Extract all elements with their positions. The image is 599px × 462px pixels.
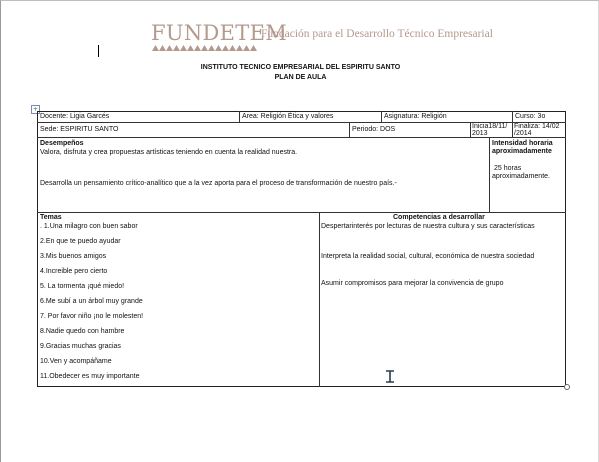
inicia-cell-line1[interactable]: Inicia18/11/ — [472, 123, 508, 130]
tema-item[interactable]: 4.Increible pero cierto — [40, 268, 108, 275]
competencia-item[interactable]: Asumir compromisos para mejorar la convivencia de grupo — [321, 280, 504, 287]
finaliza-cell-line1[interactable]: Finaliza: 14/02 — [514, 123, 560, 130]
tema-item[interactable]: 9.Gracias muchas gracias — [40, 343, 121, 350]
intensidad-heading-line1: Intensidad horaria — [492, 140, 553, 147]
tema-item[interactable]: 11.Obedecer es muy importante — [40, 373, 140, 380]
tema-item[interactable]: 10.Ven y acompáñame — [40, 358, 112, 365]
intensidad-value-line2[interactable]: aproximadamente. — [492, 173, 550, 180]
inicia-cell-line2[interactable]: 2013 — [472, 130, 488, 137]
table-move-handle-icon[interactable]: + — [32, 106, 39, 113]
competencia-item[interactable]: Interpreta la realidad social, cultural, económica de nuestra sociedad — [321, 253, 535, 260]
ibeam-cursor-icon — [385, 370, 395, 383]
sede-cell[interactable]: Sede: ESPIRITU SANTO — [40, 126, 119, 133]
curso-cell[interactable]: Curso: 3o — [515, 113, 546, 120]
tema-item[interactable]: 2.En que te puedo ayudar — [40, 238, 121, 245]
logo-wordmark: FUNDETEM — [151, 21, 288, 45]
table-resize-handle[interactable] — [564, 384, 570, 390]
logo-pattern-icon — [152, 45, 257, 51]
intensidad-heading-line2: aproximadamente — [492, 148, 552, 155]
tema-item[interactable]: 6.Me subí a un árbol muy grande — [40, 298, 143, 305]
tema-item[interactable]: 8.Nadie quedo con hambre — [40, 328, 125, 335]
temas-heading: Temas — [40, 214, 62, 221]
desempeno-1[interactable]: Valora, disfruta y crea propuestas artísticas teniendo en cuenta la realidad nuestra. — [40, 149, 298, 156]
intensidad-value-line1[interactable]: 25 horas — [494, 165, 522, 172]
tema-item[interactable]: 3.Mis buenos amigos — [40, 253, 107, 260]
plan-title: PLAN DE AULA — [274, 74, 327, 81]
tema-item[interactable]: 5. La tormenta ¡qué miedo! — [40, 283, 125, 290]
logo-subtitle: Fundación para el Desarrollo Técnico Empresarial — [261, 28, 493, 40]
tema-item[interactable]: 7. Por favor niño ¡no le molesten! — [40, 313, 144, 320]
desempeno-2[interactable]: Desarrolla un pensamiento crítico-analítico que a la vez aporta para el proceso de transformación de nuestro país.- — [40, 180, 397, 187]
finaliza-cell-line2[interactable]: /2014 — [514, 130, 532, 137]
docente-cell[interactable]: Docente: Ligia Garcés — [40, 113, 110, 120]
text-cursor — [98, 45, 99, 57]
periodo-cell[interactable]: Periodo: DOS — [352, 126, 396, 133]
desempenos-heading: Desempeños — [40, 140, 84, 147]
area-cell[interactable]: Area: Religión Ética y valores — [242, 113, 334, 120]
competencias-heading: Competencias a desarrollar — [393, 214, 485, 221]
competencia-item[interactable]: Despertarinterés por lecturas de nuestra cultura y sus características — [321, 223, 535, 230]
tema-item[interactable]: . 1.Una milagro con buen sabor — [40, 223, 138, 230]
asignatura-cell[interactable]: Asignatura: Religión — [384, 113, 447, 120]
institution-title: INSTITUTO TECNICO EMPRESARIAL DEL ESPIRITU SANTO — [200, 64, 401, 71]
